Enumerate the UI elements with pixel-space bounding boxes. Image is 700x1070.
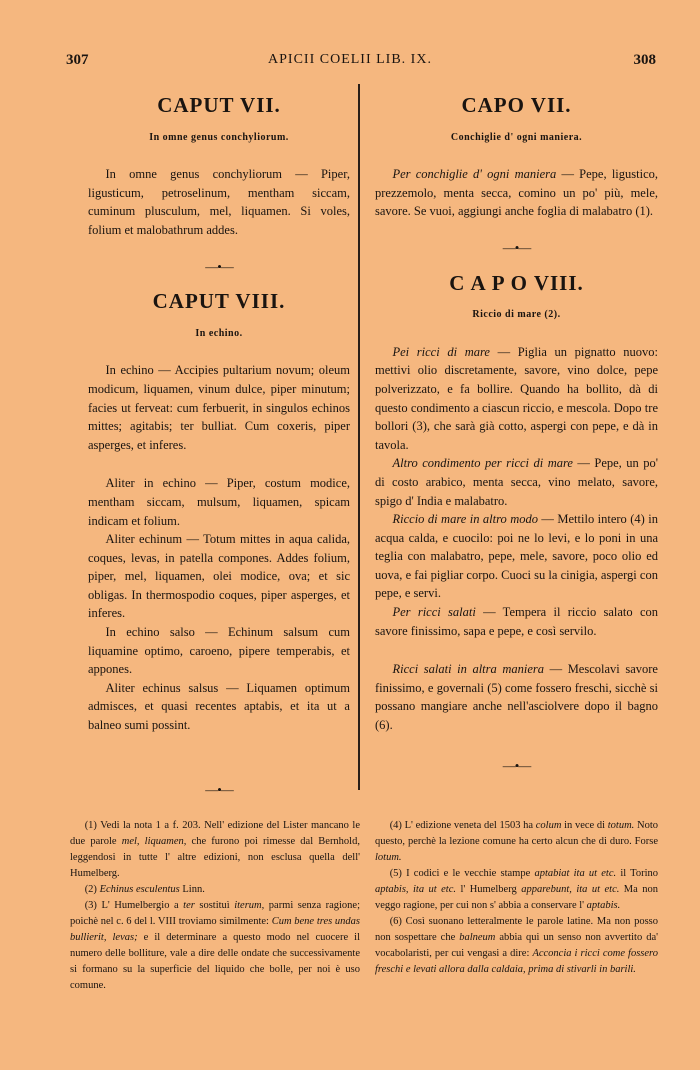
footnotes-right (375, 818, 658, 978)
footnote (375, 866, 658, 914)
ornament: —•— (502, 239, 531, 255)
paragraph-text: — Piglia un pignatto nuovo: mettivi olio discretamente, savore, vino dolce, pepe polverizzato, e fa bollire. Quando ha bollito, dà di questo condimento a ciascun riccio, e mescola. Dopo tre bollori (3), che sarà già cotto, aspergi con pepe, e dà in tavola. (375, 344, 658, 452)
note-italic: apparebunt, ita ut etc. (521, 884, 620, 895)
paragraph-text: — Pepe, ligustico, prezzemolo, menta secca, comino un po' più, mele, savore. Se vuoi, aggiungi anche foglia di malabatro (1). (375, 167, 658, 219)
chapter-subtitle-latin-7: In omne genus conchyliorum. (149, 131, 289, 143)
note-text: (4) L' edizione veneta del 1503 ha (389, 820, 536, 831)
note-italic: aptabis, ita ut etc. (375, 884, 457, 895)
note-italic: aptabis. (586, 900, 621, 911)
latin-paragraph: Aliter echinum — Totum mittes in aqua calida, coques, levas, in patella compones. Addes folium, piper, mel, liquamen, olei modice, ova; et sic obligas. In thermospodio coques, piper asperges, et inferes. (88, 532, 350, 621)
footnote (70, 818, 360, 882)
paragraph-lead: Ricci salati in altra maniera (392, 662, 545, 677)
note-text: in vece di (561, 820, 608, 831)
chapter-subtitle-latin-8: In echino. (195, 327, 243, 339)
note-text: (6) Così suonano letteralmente le parole latine. Ma non posso non sospettare che (375, 916, 658, 943)
paragraph-lead: Per conchiglie d' ogni maniera (392, 167, 557, 182)
ornament: —•— (502, 757, 531, 773)
footnote (375, 818, 658, 866)
chapter-subtitle-italian-8: Riccio di mare (2). (472, 309, 561, 321)
note-italic: Cum bene tres undas bullierit, levas; (70, 916, 361, 943)
paragraph-text: — Tempera il riccio salato con savore finissimo, sapa e pepe, e così servilo. (375, 605, 658, 638)
note-text: che furono poi rimesse dal Bernhold, leggendosi in tutte l' altre edizioni, non esclusa quella dell' Humelberg. (70, 836, 360, 879)
italian-paragraph (375, 165, 658, 221)
note-text: abbia qui un senso non avvertito da' vocabolaristi, per cui vengasi a dire: (375, 932, 658, 959)
footnotes-left (70, 818, 360, 994)
note-italic: aptabiat ita ut etc. (534, 868, 617, 879)
italian-column (375, 93, 658, 791)
note-italic: Echinus esculentus (99, 884, 180, 895)
note-text: (1) Vedi la nota 1 a f. 203. Nell' edizione del Lister mancano le due parole (70, 820, 360, 847)
note-text: Noto questo, perchè la lezione comune ha certo alcun che di duro. Forse (375, 820, 658, 847)
paragraph-lead: Per ricci salati (392, 605, 476, 620)
italian-paragraph (375, 603, 658, 640)
running-head: APICII COELII LIB. IX. (268, 52, 432, 67)
chapter-title-italian-7: CAPO VII. (461, 93, 572, 117)
ornament: —•— (205, 781, 233, 797)
latin-paragraph: In echino — Accipies pultarium novum; oleum modicum, liquamen, vinum dulce, piper minutum; facies ut ferveat: cum ferbuerit, in singulos echinos mittes; agitabis; ter bulliat. Cum coxeris, piper asperges, et inferes. (88, 363, 350, 452)
chapter-subtitle-italian-7: Conchiglie d' ogni maniera. (450, 131, 583, 143)
chapter-title-latin-8: CAPUT VIII. (152, 289, 286, 314)
note-text: Ma non veggo ragione, per cui non s' abbia a conservare l' (375, 884, 659, 911)
note-text: il Torino (616, 868, 658, 879)
note-text: sostituì (194, 900, 235, 911)
note-text: Linn. (179, 884, 205, 895)
note-text: parmi senza ragione; poichè nel c. 6 del l. VIII troviamo similmente: (70, 900, 361, 927)
note-text: (5) I codici e le vecchie stampe (389, 868, 535, 879)
italian-paragraph (375, 660, 658, 734)
note-italic: ter (183, 900, 195, 911)
footnote (375, 914, 658, 978)
latin-paragraph: In echino salso — Echinum salsum cum liquamine optimo, caroeno, pipere temperabis, et appones. (88, 625, 350, 677)
note-italic: mel, liquamen, (121, 836, 187, 847)
chapter-title-italian-8: C A P O VIII. (449, 270, 584, 295)
paragraph-lead: Pei ricci di mare (392, 344, 490, 359)
note-italic: iterum, (234, 900, 265, 911)
latin-paragraph: Aliter in echino — Piper, costum modice, mentham siccam, mulsum, liquamen, spicam indicam et folium. (88, 476, 350, 528)
page-number-right: 308 (633, 52, 656, 68)
note-italic: totum. (607, 820, 635, 831)
footnote (70, 898, 360, 994)
note-text: (2) (84, 884, 100, 895)
latin-paragraph: In omne genus conchyliorum — Piper, ligusticum, petroselinum, mentham siccam, cuminum plusculum, mel, liquamen. Si voles, folium et malobathrum addes. (88, 167, 350, 237)
note-text: l' Humelberg (456, 884, 522, 895)
page-number-left: 307 (66, 52, 89, 68)
paragraph-text: — Mescolavi savore finissimo, e governali (5) come fossero freschi, sicchè si possano mangiare anche nell'asciolvere dopo il bagno (6). (375, 662, 658, 733)
note-text: (3) L' Humelbergio a (84, 900, 184, 911)
chapter-title-latin-7: CAPUT VII. (157, 93, 281, 117)
paragraph-text: — Mettilo intero (4) in acqua calda, e cuocilo: poi ne lo levi, e lo poni in una teglia con malabatro, pepe, mele, savore, poco olio ed uova, e fai pigliar corpo. Cuoci su la cinigia, aspergi con pepe, e servi. (375, 512, 658, 601)
note-italic: Acconcia i ricci come fossero freschi e levati allora dalla caldaia, prima di stivarli in barili. (375, 948, 658, 975)
ornament: —•— (205, 258, 233, 274)
italian-paragraph (375, 343, 658, 455)
footnote (70, 882, 360, 898)
latin-column (88, 93, 350, 815)
paragraph-lead: Altro condimento per ricci di mare (392, 456, 573, 471)
note-italic: colum (535, 820, 562, 831)
paragraph-text: — Pepe, un po' di costo arabico, menta secca, vino melato, savore, spigo d' India e malabatro. (375, 456, 658, 508)
note-italic: balneum (459, 932, 496, 943)
italian-paragraph (375, 510, 658, 603)
paragraph-lead: Riccio di mare in altro modo (392, 512, 538, 527)
note-text: e il determinare a questo modo nel cuocere il numero delle bolliture, vale a dire delle ondate che successivamente si formano su la superficie del liquido che bolle, per noi è uso comune. (70, 932, 360, 991)
latin-paragraph: Aliter echinus salsus — Liquamen optimum admisces, et quasi recentes aptabis, et ita ut a balneo sumi possint. (88, 680, 350, 733)
italian-paragraph (375, 454, 658, 510)
column-divider (358, 84, 360, 790)
note-italic: lotum. (375, 852, 402, 863)
